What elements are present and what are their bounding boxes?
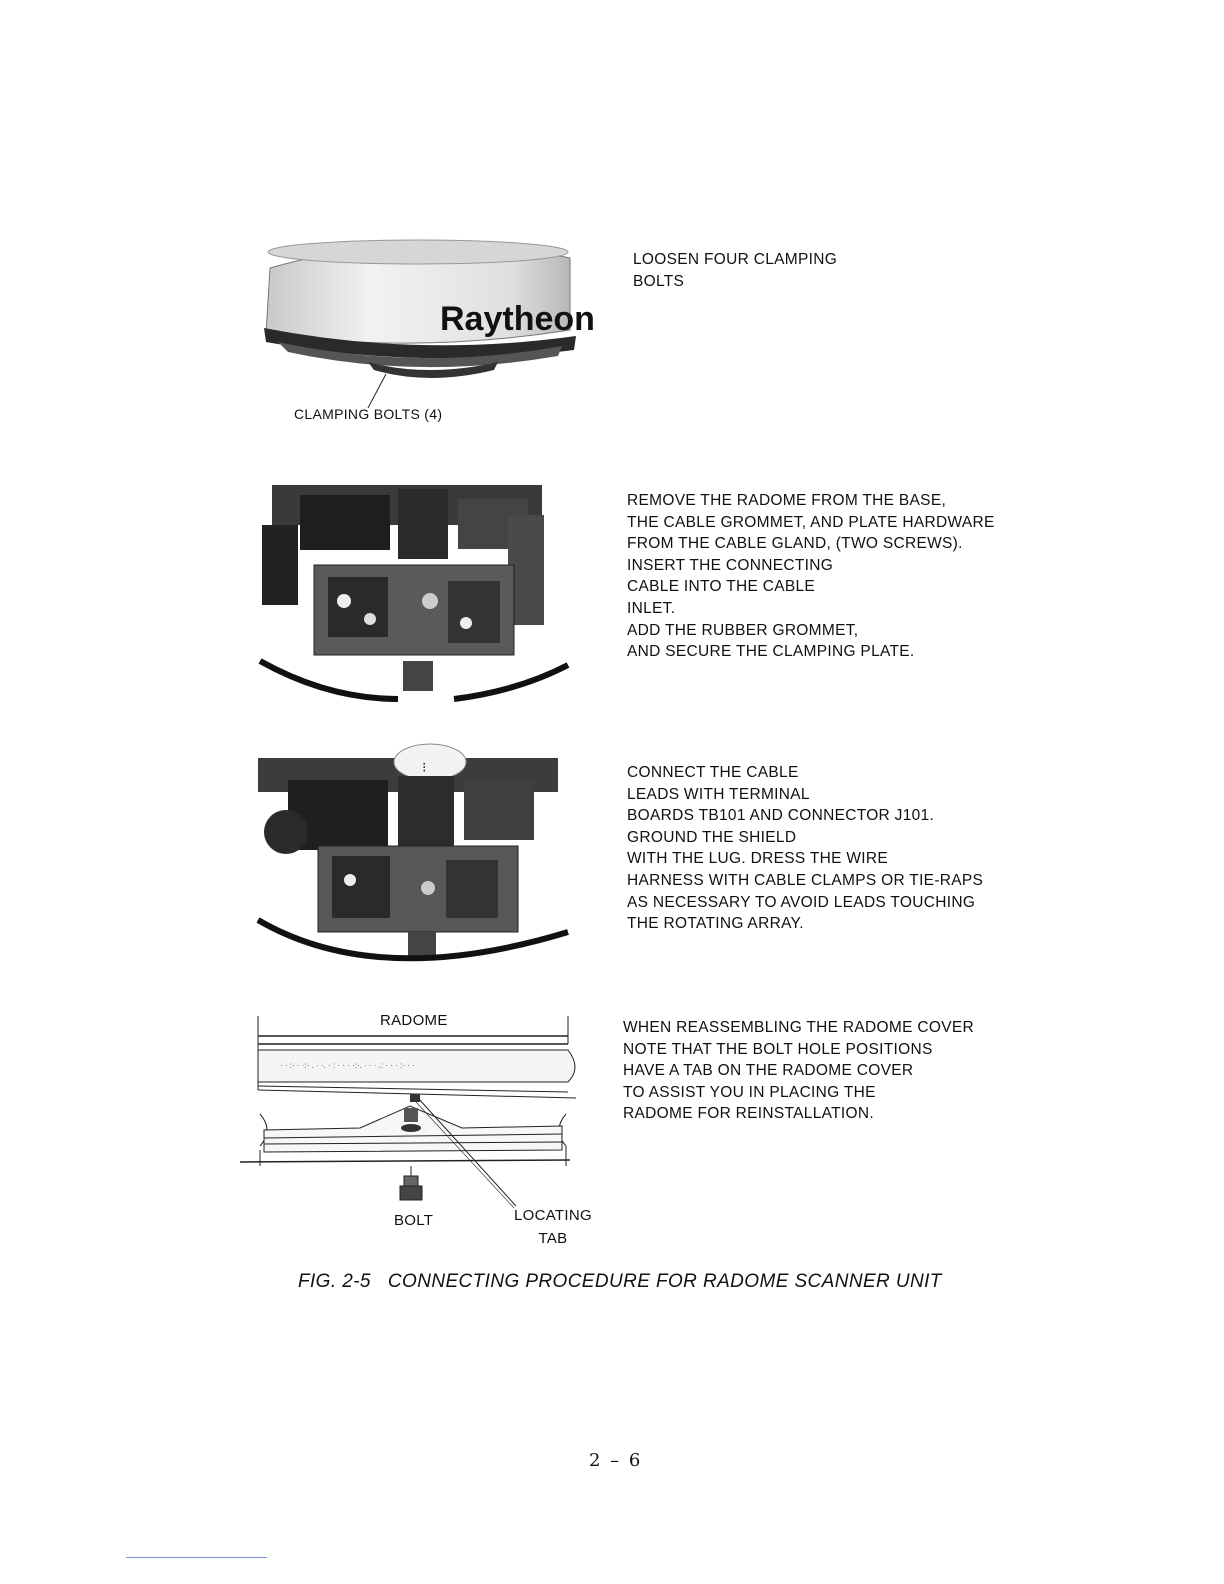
interior-photo-terminal-boards <box>258 750 570 975</box>
locating-tab-label: LOCATING TAB <box>514 1207 592 1247</box>
step2-instructions: REMOVE THE RADOME FROM THE BASE, THE CABLE GROMMET, AND PLATE HARDWARE FROM THE CABLE GLAND, (TWO SCREWS). INSERT THE CONNECTING CABLE INTO THE CABLE INLET. ADD THE RUBBER GROMMET, AND SECURE THE CLAMPING PLATE. <box>627 492 995 661</box>
raytheon-logo: Raytheon <box>440 300 595 338</box>
figure-caption: FIG. 2-5 CONNECTING PROCEDURE FOR RADOME SCANNER UNIT <box>298 1271 942 1292</box>
clamping-bolts-label: CLAMPING BOLTS (4) <box>294 406 443 422</box>
page-number: 2 – 6 <box>589 1450 643 1471</box>
footer-rule <box>126 1557 267 1558</box>
interior-photo-cable-inlet <box>258 485 570 710</box>
locating-tab-diagram <box>240 1010 585 1210</box>
step3-instructions: CONNECT THE CABLE LEADS WITH TERMINAL BOARDS TB101 AND CONNECTOR J101. GROUND THE SHIELD WITH THE LUG. DRESS THE WIRE HARNESS WITH CABLE CLAMPS OR TIE-RAPS AS NECESSARY TO AVOID LEADS TOUCHING THE ROTATING ARRAY. <box>627 764 984 933</box>
radome-label: RADOME <box>380 1012 448 1029</box>
radome-photo <box>258 238 595 388</box>
step4-instructions: WHEN REASSEMBLING THE RADOME COVER NOTE THAT THE BOLT HOLE POSITIONS HAVE A TAB ON THE RADOME COVER TO ASSIST YOU IN PLACING THE RADOME FOR REINSTALLATION. <box>623 1019 974 1123</box>
step1-instructions: LOOSEN FOUR CLAMPING BOLTS <box>633 251 838 290</box>
svg-text:⁝: ⁝ <box>422 759 427 775</box>
svg-text:· · :· · ·:· . · ·. · : · ·: · · :· · ·:· . · ·. · : · · · ·:·. · · · .: · · · :· · · <box>280 1061 415 1070</box>
bolt-label: BOLT <box>394 1212 434 1229</box>
